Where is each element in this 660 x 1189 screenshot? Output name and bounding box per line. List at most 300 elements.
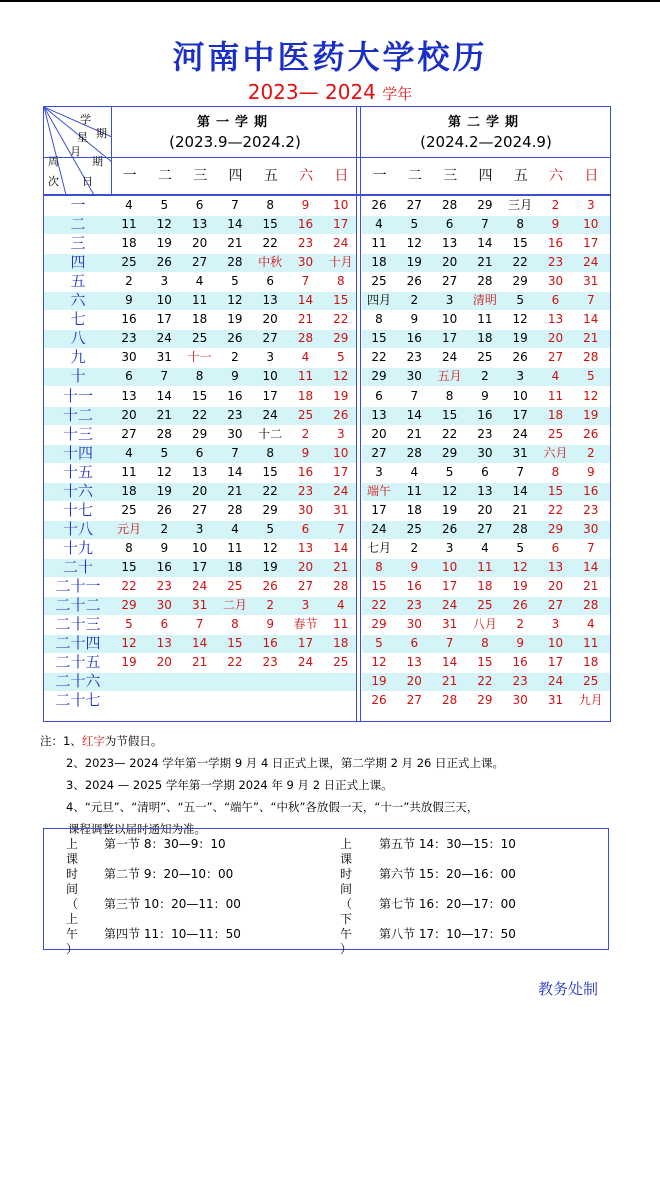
week-number: 二 <box>70 215 86 234</box>
semester-1-date-cell: 18 <box>333 636 349 651</box>
semester-1-date-cell: 11 <box>191 293 208 308</box>
semester-1-date-cell: 12 <box>156 217 172 232</box>
semester-2-date-cell: 21 <box>406 426 422 441</box>
weekday-divider <box>44 195 610 196</box>
semester-1-range: (2023.9—2024.2) <box>169 133 301 151</box>
semester-2-date-cell: 7 <box>410 388 419 403</box>
semester-2-date-cell: 26 <box>512 350 528 365</box>
semester-1-date-cell: 18 <box>227 559 243 574</box>
semester-2-date-cell: 15 <box>371 579 387 593</box>
note-4 <box>40 796 640 818</box>
semester-2-date-cell: 28 <box>441 693 458 708</box>
semester-1-date-cell: 26 <box>156 255 172 270</box>
schedule-label-char: 课 <box>339 852 352 866</box>
academic-year-range: 2023— 2024 <box>247 80 376 104</box>
semester-2-date-cell: 24 <box>441 598 458 613</box>
semester-2-date-cell: 23 <box>547 255 564 270</box>
semester-1-date-cell: 6 <box>195 198 204 212</box>
semester-1-date-cell: 15 <box>333 293 349 308</box>
semester-2-date-cell: 18 <box>371 255 387 270</box>
semester-1-date-cell: 4 <box>195 274 204 289</box>
semester-2-date-cell: 20 <box>477 502 493 517</box>
semester-2-date-cell: 17 <box>441 579 458 593</box>
semester-2-date-cell: 19 <box>406 255 422 270</box>
semester-2-date-cell: 31 <box>547 693 564 708</box>
semester-1-date-cell: 27 <box>121 426 137 441</box>
week-number: 二十四 <box>55 634 101 653</box>
notes <box>40 730 640 840</box>
schedule-label-char: 下 <box>339 912 352 926</box>
semester-2-date-cell: 九月 <box>578 693 603 708</box>
semester-1-date-cell: 20 <box>262 312 278 327</box>
semester-1-date-cell: 16 <box>262 636 278 651</box>
semester-2-date-cell: 12 <box>512 559 528 574</box>
semester-2-date-cell: 5 <box>586 369 595 384</box>
semester-1-date-cell: 5 <box>231 274 239 289</box>
semester-1-date-cell: 25 <box>227 579 243 593</box>
semester-1-date-cell: 22 <box>262 483 278 498</box>
weekday-header: 二 <box>407 168 422 184</box>
semester-2-date-cell: 20 <box>371 426 387 441</box>
semester-1-date-cell: 17 <box>156 312 172 327</box>
semester-1-date-cell: 12 <box>262 540 278 555</box>
semester-2-date-cell: 13 <box>371 407 387 422</box>
semester-1-date-cell: 24 <box>191 579 208 593</box>
note-2-text: 2023— 2024 学年第一学期 9 月 4 日正式上课，第二学期 2 月 26 日正式上课。 <box>84 756 504 770</box>
semester-2-date-cell: 7 <box>445 636 454 651</box>
weekday-header: 一 <box>372 168 387 184</box>
week-number: 三 <box>70 234 86 253</box>
semester-2-date-cell: 12 <box>441 483 458 498</box>
week-number: 二十六 <box>55 672 101 691</box>
schedule-label-char: 时 <box>339 867 352 881</box>
semester-2-date-cell: 30 <box>583 521 599 536</box>
note-1-prefix: 注：1、 <box>40 734 82 748</box>
semester-1-date-cell: 19 <box>333 388 349 403</box>
semester-2-date-cell: 11 <box>583 636 599 651</box>
schedule-label-char: 间 <box>65 882 78 896</box>
semester-2-date-cell: 23 <box>406 350 422 365</box>
semester-2-date-cell: 12 <box>512 312 528 327</box>
semester-1-date-cell: 20 <box>191 236 208 251</box>
semester-2-date-cell: 27 <box>547 350 564 365</box>
semester-2-date-cell: 16 <box>406 331 422 346</box>
semester-2-date-cell: 19 <box>583 407 599 422</box>
semester-1-date-cell: 28 <box>333 579 349 593</box>
semester-1-date-cell: 14 <box>191 636 208 651</box>
semester-2-date-cell: 2 <box>410 293 419 308</box>
semester-1-date-cell: 20 <box>297 559 314 574</box>
semester-2-date-cell: 22 <box>371 598 387 613</box>
semester-1-date-cell: 29 <box>262 502 278 517</box>
semester-2-date-cell: 11 <box>547 388 564 403</box>
semester-2-date-cell: 27 <box>371 445 387 460</box>
page-title: 河南中医药大学校历 <box>172 38 488 76</box>
semester-1-date-cell: 28 <box>227 255 243 270</box>
semester-1-date-cell: 8 <box>195 369 204 384</box>
semester-1-date-cell: 23 <box>227 407 243 422</box>
semester-1-date-cell: 5 <box>160 445 169 460</box>
semester-2-date-cell: 10 <box>583 217 599 232</box>
semester-2-date-cell: 8 <box>375 312 383 327</box>
class-schedule <box>43 828 609 956</box>
header-corner <box>44 107 112 195</box>
semester-2-date-cell: 18 <box>477 579 493 593</box>
semester-2-date-cell: 27 <box>477 521 493 536</box>
semester-2-date-cell: 2 <box>551 198 560 212</box>
semester-2-date-cell: 15 <box>512 236 528 251</box>
semester-2-date-cell: 22 <box>371 350 387 365</box>
semester-2-date-cell: 25 <box>477 350 493 365</box>
semester-1-date-cell: 25 <box>191 331 208 346</box>
semester-1-date-cell: 12 <box>227 293 243 308</box>
semester-1-date-cell: 5 <box>266 521 274 536</box>
semester-2-date-cell: 16 <box>512 655 528 670</box>
corner-label-zhou: 周 <box>48 155 59 168</box>
note-5-text: 课程调整以届时通知为准。 <box>68 822 206 836</box>
semester-1-date-cell: 15 <box>191 388 208 403</box>
corner-label-xue: 学 <box>80 113 91 126</box>
semester-2-date-cell: 七月 <box>366 540 391 555</box>
afternoon-period: 第五节 14：30—15：10 <box>379 837 516 851</box>
note-2 <box>40 752 640 774</box>
semester-1-date-cell: 19 <box>156 236 172 251</box>
week-number: 二十五 <box>55 653 101 672</box>
semester-1-date-cell: 19 <box>121 655 137 670</box>
semester-1-date-cell: 18 <box>297 388 314 403</box>
semester-2-date-cell: 22 <box>547 502 564 517</box>
semester-2-date-cell: 26 <box>371 693 387 708</box>
semester-1-date-cell: 28 <box>227 502 243 517</box>
semester-1-date-cell: 2 <box>160 521 169 536</box>
semester-1-date-cell: 2 <box>266 598 274 613</box>
semester-1-date-cell: 24 <box>156 331 172 346</box>
semester-1-title: 第一学期 <box>196 115 273 130</box>
semester-2-date-cell: 28 <box>512 521 528 536</box>
schedule-label-char: 上 <box>65 912 78 926</box>
semester-1-date-cell: 30 <box>121 350 137 365</box>
semester-2-date-cell: 29 <box>441 445 458 460</box>
schedule-divider <box>44 1069 608 1189</box>
semester-1-date-cell: 30 <box>297 502 314 517</box>
semester-1-date-cell: 30 <box>227 426 243 441</box>
semester-1-date-cell: 22 <box>191 407 208 422</box>
week-number: 一 <box>70 196 86 214</box>
semester-2-date-cell: 15 <box>371 331 387 346</box>
semester-1-header <box>112 111 358 151</box>
semester-1-date-cell: 17 <box>262 388 278 403</box>
semester-1-date-cell: 15 <box>121 559 137 574</box>
schedule-label-char: （ <box>65 897 78 911</box>
week-number: 二十七 <box>55 691 101 710</box>
semester-1-date-cell: 4 <box>301 350 310 365</box>
semester-2-date-cell: 27 <box>406 693 422 708</box>
week-number: 二十二 <box>55 596 101 615</box>
semester-2-date-cell: 23 <box>583 502 599 517</box>
semester-2-date-cell: 4 <box>551 369 560 384</box>
semester-1-date-cell: 29 <box>121 598 137 613</box>
semester-1-date-cell: 12 <box>156 464 172 479</box>
semester-2-date-cell: 18 <box>477 331 493 346</box>
semester-1-date-cell: 21 <box>191 655 208 670</box>
semester-2-date-cell: 18 <box>547 407 564 422</box>
semester-1-date-cell: 26 <box>262 579 278 593</box>
semester-2-date-cell: 10 <box>512 388 528 403</box>
semester-2-date-cell: 4 <box>375 217 383 232</box>
academic-year <box>0 80 660 104</box>
semester-2-date-cell: 28 <box>477 274 493 289</box>
semester-2-date-cell: 30 <box>406 617 422 632</box>
weekday-header: 三 <box>443 168 458 184</box>
semester-2-date-cell: 29 <box>547 521 564 536</box>
semester-1-date-cell: 28 <box>297 331 314 346</box>
semester-1-date-cell: 13 <box>121 388 137 403</box>
semester-1-date-cell: 4 <box>125 198 133 212</box>
semester-2-date-cell: 9 <box>481 388 489 403</box>
semester-1-date-cell: 16 <box>297 464 314 479</box>
semester-1-date-cell: 13 <box>297 540 314 555</box>
week-column-divider <box>111 107 112 195</box>
semester-2-date-cell: 19 <box>512 579 528 593</box>
semester-2-date-cell: 26 <box>406 274 422 289</box>
semester-1-date-cell: 13 <box>191 217 208 232</box>
semester-2-date-cell: 25 <box>477 598 493 613</box>
semester-2-date-cell: 16 <box>547 236 564 251</box>
semester-1-date-cell: 20 <box>156 655 172 670</box>
semester-2-date-cell: 2 <box>516 617 524 632</box>
schedule-label-char: ） <box>65 942 78 956</box>
semester-1-date-cell: 11 <box>121 464 137 479</box>
weekday-header: 六 <box>549 168 564 184</box>
semester-2-date-cell: 17 <box>547 655 564 670</box>
semester-2-date-cell: 7 <box>586 540 595 555</box>
schedule-label-char: 上 <box>65 837 78 851</box>
semester-1-date-cell: 28 <box>156 426 172 441</box>
semester-2-date-cell: 23 <box>477 426 493 441</box>
semester-1-date-cell: 9 <box>125 293 133 308</box>
semester-2-date-cell: 四月 <box>366 293 391 308</box>
schedule-label-char: 上 <box>339 837 352 851</box>
semester-1-date-cell: 24 <box>262 407 278 422</box>
semester-1-date-cell: 17 <box>333 217 349 232</box>
week-number: 二十 <box>62 557 93 576</box>
semester-2-date-cell: 清明 <box>472 293 497 308</box>
semester-1-date-cell: 25 <box>297 407 314 422</box>
semester-2-date-cell: 26 <box>371 198 387 212</box>
semester-1-date-cell: 19 <box>156 483 172 498</box>
semester-2-date-cell: 9 <box>586 464 595 479</box>
semester-2-date-cell: 13 <box>406 655 422 670</box>
semester-2-date-cell: 24 <box>371 521 387 536</box>
semester-2-date-cell: 3 <box>586 198 595 212</box>
semester-1-date-cell: 31 <box>333 502 349 517</box>
semester-1-date-cell: 元月 <box>116 521 141 536</box>
semester-1-date-cell: 3 <box>301 598 310 613</box>
semester-2-date-cell: 27 <box>547 598 564 613</box>
schedule-label-char: ） <box>339 942 352 956</box>
semester-2-date-cell: 六月 <box>543 445 568 460</box>
semester-2-date-cell: 23 <box>406 598 422 613</box>
semester-1-date-cell: 26 <box>333 407 349 422</box>
semester-2-date-cell: 25 <box>371 274 387 289</box>
morning-period: 第三节 10：20—11：00 <box>104 897 241 911</box>
semester-1-date-cell: 21 <box>227 236 243 251</box>
semester-1-date-cell: 23 <box>121 331 137 346</box>
semester-2-date-cell: 20 <box>547 331 564 346</box>
semester-1-date-cell: 27 <box>191 502 208 517</box>
note-3 <box>40 774 640 796</box>
week-number: 十三 <box>62 424 93 443</box>
semester-1-date-cell: 29 <box>191 426 208 441</box>
semester-1-date-cell: 3 <box>160 274 169 289</box>
morning-label <box>52 837 92 957</box>
semester-2-date-cell: 6 <box>481 464 489 479</box>
weekday-header: 五 <box>263 168 278 184</box>
semester-1-date-cell: 10 <box>262 369 278 384</box>
semester-1-date-cell: 14 <box>156 388 172 403</box>
semester-2-date-cell: 21 <box>583 579 599 593</box>
semester-2-date-cell: 15 <box>477 655 493 670</box>
semester-2-date-cell: 14 <box>441 655 458 670</box>
note-3-prefix: 3、 <box>66 778 85 792</box>
semester-1-date-cell: 30 <box>297 255 314 270</box>
semester-1-date-cell: 31 <box>156 350 172 365</box>
semester-2-date-cell: 20 <box>547 579 564 593</box>
semester-2-date-cell: 5 <box>445 464 454 479</box>
semester-1-date-cell: 25 <box>121 502 137 517</box>
semester-2-date-cell: 27 <box>441 274 458 289</box>
semester-2-date-cell: 3 <box>516 369 524 384</box>
semester-1-date-cell: 3 <box>195 521 204 536</box>
semester-1-date-cell: 25 <box>121 255 137 270</box>
semester-2-date-cell: 8 <box>375 559 383 574</box>
semester-2-date-cell: 17 <box>512 407 528 422</box>
week-number: 二十三 <box>55 615 101 634</box>
week-number: 二十一 <box>55 577 101 595</box>
note-3-text: 2024 — 2025 学年第一学期 2024 年 9 月 2 日正式上课。 <box>84 778 393 792</box>
semester-1-date-cell: 14 <box>227 464 243 479</box>
semester-2-date-cell: 24 <box>583 255 599 270</box>
semester-2-date-cell: 3 <box>551 617 560 632</box>
semester-1-date-cell: 14 <box>333 540 349 555</box>
semester-1-date-cell: 7 <box>160 369 169 384</box>
semester-1-date-cell: 9 <box>301 198 310 212</box>
semester-2-date-cell: 11 <box>477 559 493 574</box>
semester-1-date-cell: 26 <box>227 331 243 346</box>
weekday-header: 四 <box>478 168 493 184</box>
semester-1-date-cell: 27 <box>191 255 208 270</box>
corner-label-ci: 次 <box>48 175 59 188</box>
semester-2-date-cell: 3 <box>445 540 454 555</box>
semester-2-date-cell: 24 <box>441 350 458 365</box>
semester-1-date-cell: 8 <box>266 198 274 212</box>
semester-1-date-cell: 22 <box>262 236 278 251</box>
semester-2-date-cell: 8 <box>551 464 560 479</box>
semester-2-date-cell: 14 <box>512 483 528 498</box>
semester-2-date-cell: 12 <box>583 388 599 403</box>
semester-1-date-cell: 10 <box>333 198 349 212</box>
corner-label-yue: 月 <box>70 145 81 158</box>
calendar-table <box>43 106 611 722</box>
semester-2-date-cell: 13 <box>477 483 493 498</box>
semester-2-date-cell: 9 <box>551 217 560 232</box>
schedule-label-char: （ <box>339 897 352 911</box>
note-4-prefix: 4、 <box>66 800 85 814</box>
semester-1-date-cell: 18 <box>191 312 208 327</box>
semester-1-date-cell: 11 <box>227 540 243 555</box>
semester-2-date-cell: 端午 <box>366 483 391 498</box>
semester-2-date-cell: 13 <box>547 312 564 327</box>
semester-1-date-cell: 22 <box>121 579 137 593</box>
semester-2-date-cell: 2 <box>481 369 489 384</box>
semester-2-date-cell: 5 <box>375 636 383 651</box>
semester-1-date-cell: 5 <box>336 350 345 365</box>
schedule-label-char: 午 <box>65 927 78 941</box>
semester-2-date-cell: 16 <box>406 579 422 593</box>
semester-1-date-cell: 21 <box>227 483 243 498</box>
corner-label-ri: 日 <box>82 175 93 188</box>
semester-2-date-cell: 21 <box>477 255 493 270</box>
semester-1-date-cell: 17 <box>297 636 314 651</box>
semester-2-date-cell: 3 <box>375 464 383 479</box>
semester-2-title: 第二学期 <box>447 115 524 130</box>
semester-2-date-cell: 2 <box>586 445 595 460</box>
semester-1-date-cell: 8 <box>125 540 133 555</box>
week-number: 十一 <box>62 386 93 405</box>
semester-1-date-cell: 15 <box>262 464 278 479</box>
weekday-header: 五 <box>513 168 528 184</box>
corner-label-qi: 期 <box>96 127 107 140</box>
semester-2-date-cell: 五月 <box>437 369 462 384</box>
semester-1-date-cell: 24 <box>333 483 349 498</box>
semester-2-date-cell: 11 <box>477 312 493 327</box>
semester-2-date-cell: 24 <box>547 674 564 689</box>
semester-1-date-cell: 18 <box>121 483 137 498</box>
semester-2-date-cell: 30 <box>547 274 564 289</box>
semester-1-date-cell: 9 <box>160 540 169 555</box>
semester-2-date-cell: 4 <box>481 540 489 555</box>
semester-1-date-cell: 13 <box>156 636 172 651</box>
schedule-divider <box>44 949 608 1069</box>
semester-1-date-cell: 6 <box>160 617 169 632</box>
semester-2-date-cell: 17 <box>583 236 599 251</box>
semester-2-date-cell: 10 <box>441 312 458 327</box>
semester-2-date-cell: 10 <box>441 559 458 574</box>
semester-2-date-cell: 11 <box>371 236 387 251</box>
semester-2-date-cell: 19 <box>371 674 387 689</box>
semester-1-date-cell: 17 <box>191 559 208 574</box>
note-1-text: 为节假日。 <box>104 734 163 748</box>
semester-1-date-cell: 29 <box>333 331 349 346</box>
semester-1-date-cell: 27 <box>297 579 314 593</box>
semester-2-date-cell: 9 <box>516 636 524 651</box>
note-4-text: “元旦”、“清明”、“五一”、“端午”、“中秋”各放假一天，“十一”共放假三天， <box>84 800 479 814</box>
note-1 <box>40 730 640 752</box>
weekday-header: 三 <box>193 168 208 184</box>
semester-1-date-cell: 13 <box>191 464 208 479</box>
morning-period: 第二节 9：20—10：00 <box>104 867 234 881</box>
semester-2-date-cell: 15 <box>547 483 564 498</box>
semester-1-date-cell: 3 <box>266 350 274 365</box>
semester-1-date-cell: 7 <box>231 198 239 212</box>
semester-1-date-cell: 12 <box>121 636 137 651</box>
issuer: 教务处制 <box>538 980 599 998</box>
semester-2-date-cell: 7 <box>586 293 595 308</box>
semester-2-date-cell: 16 <box>477 407 493 422</box>
semester-2-date-cell: 18 <box>583 655 599 670</box>
semester-2-date-cell: 12 <box>406 236 422 251</box>
weekday-header: 六 <box>299 168 314 184</box>
